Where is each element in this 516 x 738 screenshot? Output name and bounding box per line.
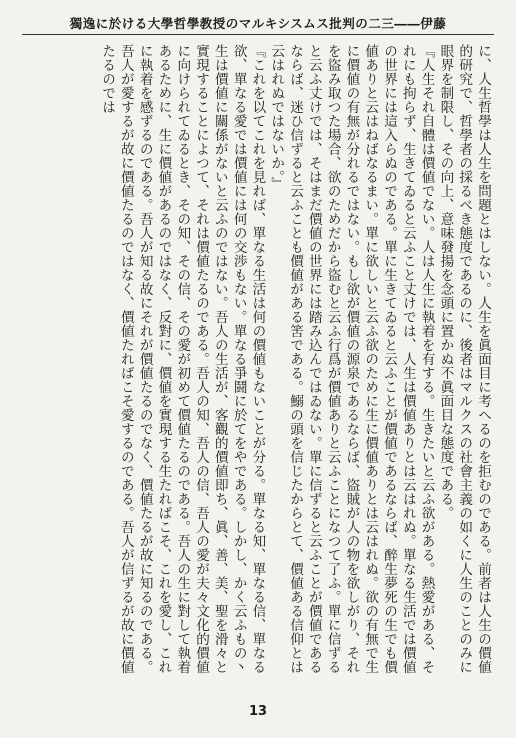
header-rule: [22, 34, 494, 35]
page-number: 13: [248, 704, 268, 719]
paragraph: 『人生それ自體は價値でない。人は人生に執着を有する。生きたいと云ふ欲がある。熱愛がある、それにも拘らず、生きてゐると云ふこと丈けでは、人生は價値ありとは云はれぬ。單なる生活では價値の世界には這入らぬのである。單に生きてゐると云ふことが價値であるならば、醉生夢死の生でも價値ありと云はねばなるまい。單に欲しいと云ふ欲のために生に價値ありとは云はれぬ。欲の有無で生に價値の有無が分れるではない。もし欲が價値の源泉であるならば、盜賊が人の物を欲しがり、それを盜み取つた場合、欲のためだから盜むと云ふ行爲が價値ありと云ふことになつて了ふ。單に信ずると云ふ丈けでは、そはまだ價値の世界には踏み込んではゐない。單に信ずると云ふことが價値であるならば、迷ひ信ずると云ふことも價値がある筈である。鰯の頭を信じたからとて、價値ある信仰とは云はれぬではないか。』: [268, 44, 435, 674]
paragraph: 『これを以てこれを見れば、單なる生活は何の價値もないことが分る。單なる知、單なる信、單なる欲、單なる愛では價値には何の交渉もない。單なる爭鬪に於てをやである。しかし、かく云ふもの丶生は價値に關係がないと云ふのではない。吾人の生活が、客觀的價値即ち、眞、善、美、聖を滑々と實現することによつて、それは價値たるのである。吾人の知、吾人の信、吾人の愛が夫々文化的價値に向けられてゐるとき、その知、その信、その愛が初めて價値たるのである。吾人の生に對して執着あるために、生に價値があるのではなく、反對に、價値を實現する生たればこそ、これを愛し、これに執着を感ずるのである。吾人が知る故にそれが價値たるのでなく、價値たるが故に知るのである。吾人が愛するが故に價値たるのではなく、價値たればこそ愛するのである。吾人が信ずるが故に價値たるのでは: [99, 44, 266, 674]
running-header: 獨逸に於ける大學哲學教授のマルキシスムス批判の二三――伊藤: [69, 16, 447, 31]
paragraph: に、人生哲學は人生を問題とはしない。人生を眞面目に考へるのを拒むのである。前者は人生の價値的研究で、哲學者の採るべき態度であるのに、後者はマルクスの社會主義の如くに人生のことのみに眼界を制限し、その向上、意味發揚を念頭に置かぬ不眞面目な態度である。: [437, 44, 491, 674]
vertical-body-text: [24, 44, 492, 684]
